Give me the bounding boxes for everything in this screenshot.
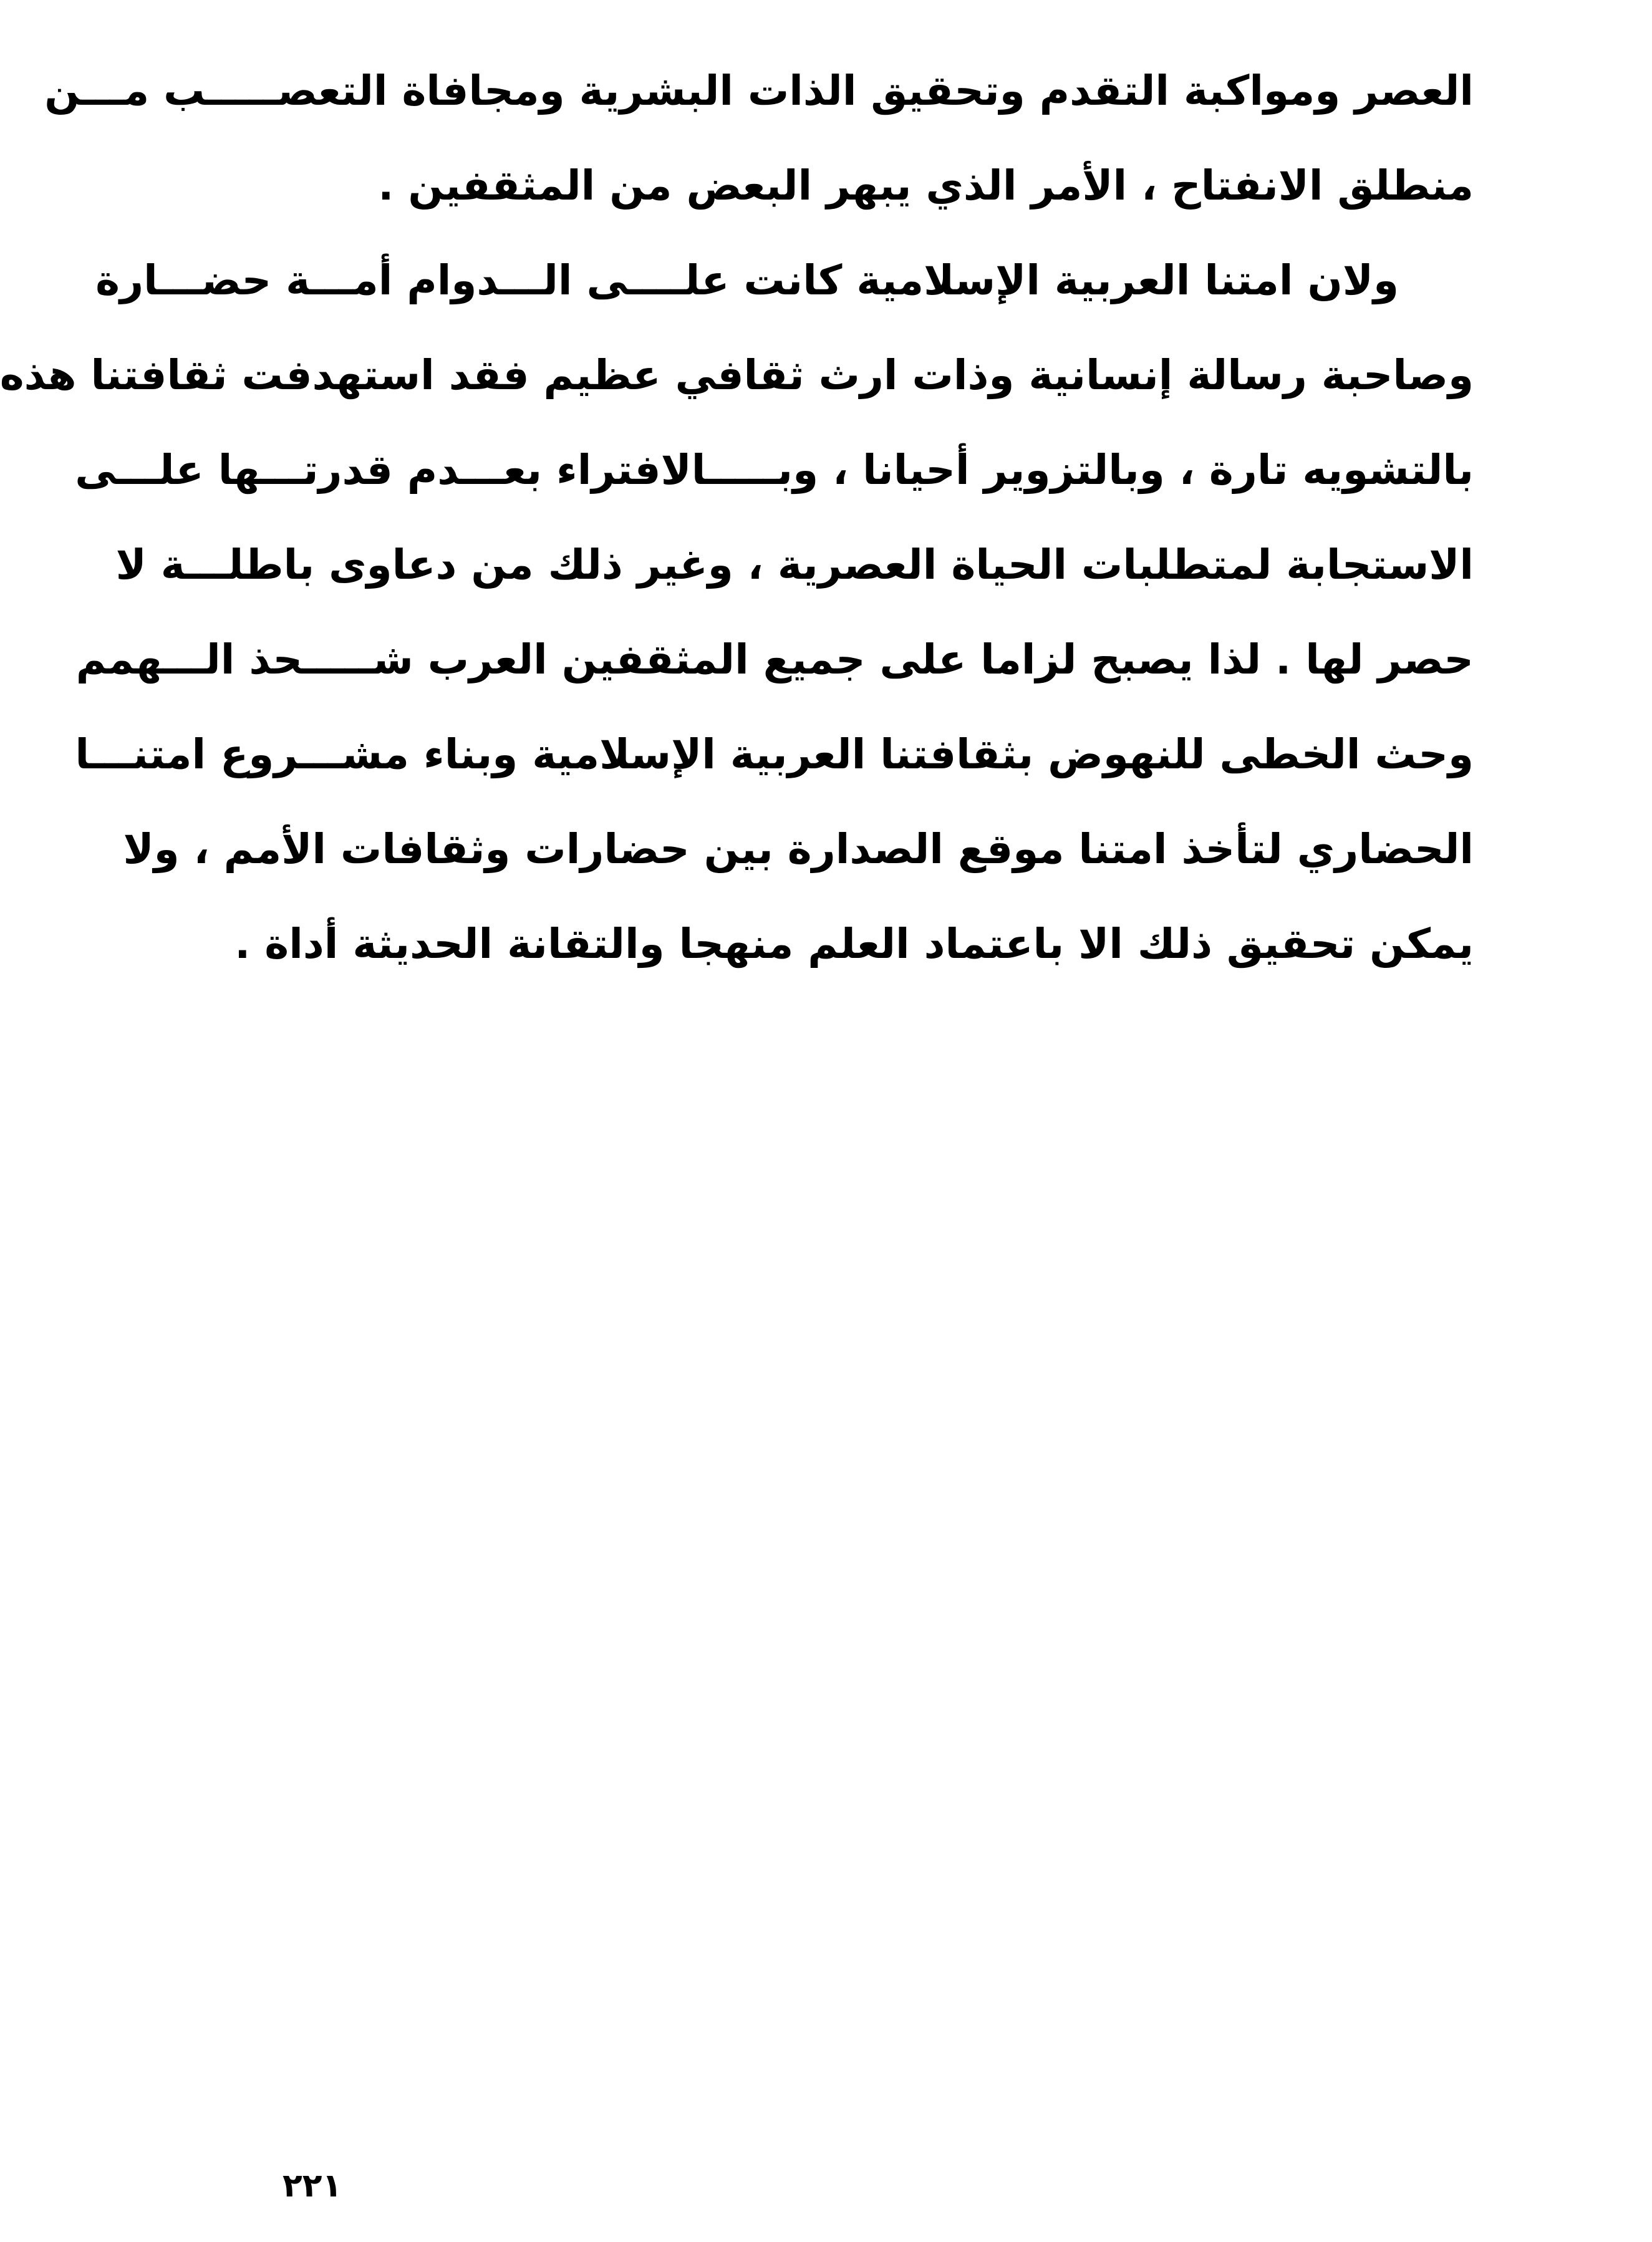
text-line: بالتشويه تارة ، وبالتزوير أحيانا ، وبـــــالافتراء بعـــدم قدرتـــها علـــى	[75, 446, 1474, 494]
text-line: يمكن تحقيق ذلك الا باعتماد العلم منهجا والتقانة الحديثة أداة .	[234, 920, 1474, 968]
text-line: وصاحبة رسالة إنسانية وذات ارث ثقافي عظيم فقد استهدفت ثقافتنا هذه	[0, 351, 1474, 399]
text-line: الاستجابة لمتطلبات الحياة العصرية ، وغير ذلك من دعاوى باطلـــة لا	[115, 541, 1474, 589]
text-line: منطلق الانفتاح ، الأمر الذي يبهر البعض من المثقفين .	[378, 162, 1474, 210]
text-line: العصر ومواكبة التقدم وتحقيق الذات البشرية ومجافاة التعصـــــب مـــن	[44, 67, 1474, 115]
text-line: حصر لها . لذا يصبح لزاما على جميع المثقفين العرب شـــــحذ الـــهمم	[75, 635, 1474, 684]
text-line: وحث الخطى للنهوض بثقافتنا العربية الإسلامية وبناء مشـــروع امتنـــا	[75, 730, 1474, 778]
page-number: ٢٢١	[283, 2167, 342, 2205]
text-line: ولان امتنا العربية الإسلامية كانت علــــى الـــدوام أمـــة حضـــارة	[95, 256, 1399, 304]
text-line: الحضاري لتأخذ امتنا موقع الصدارة بين حضارات وثقافات الأمم ، ولا	[123, 825, 1474, 873]
body-text	[0, 44, 1474, 992]
